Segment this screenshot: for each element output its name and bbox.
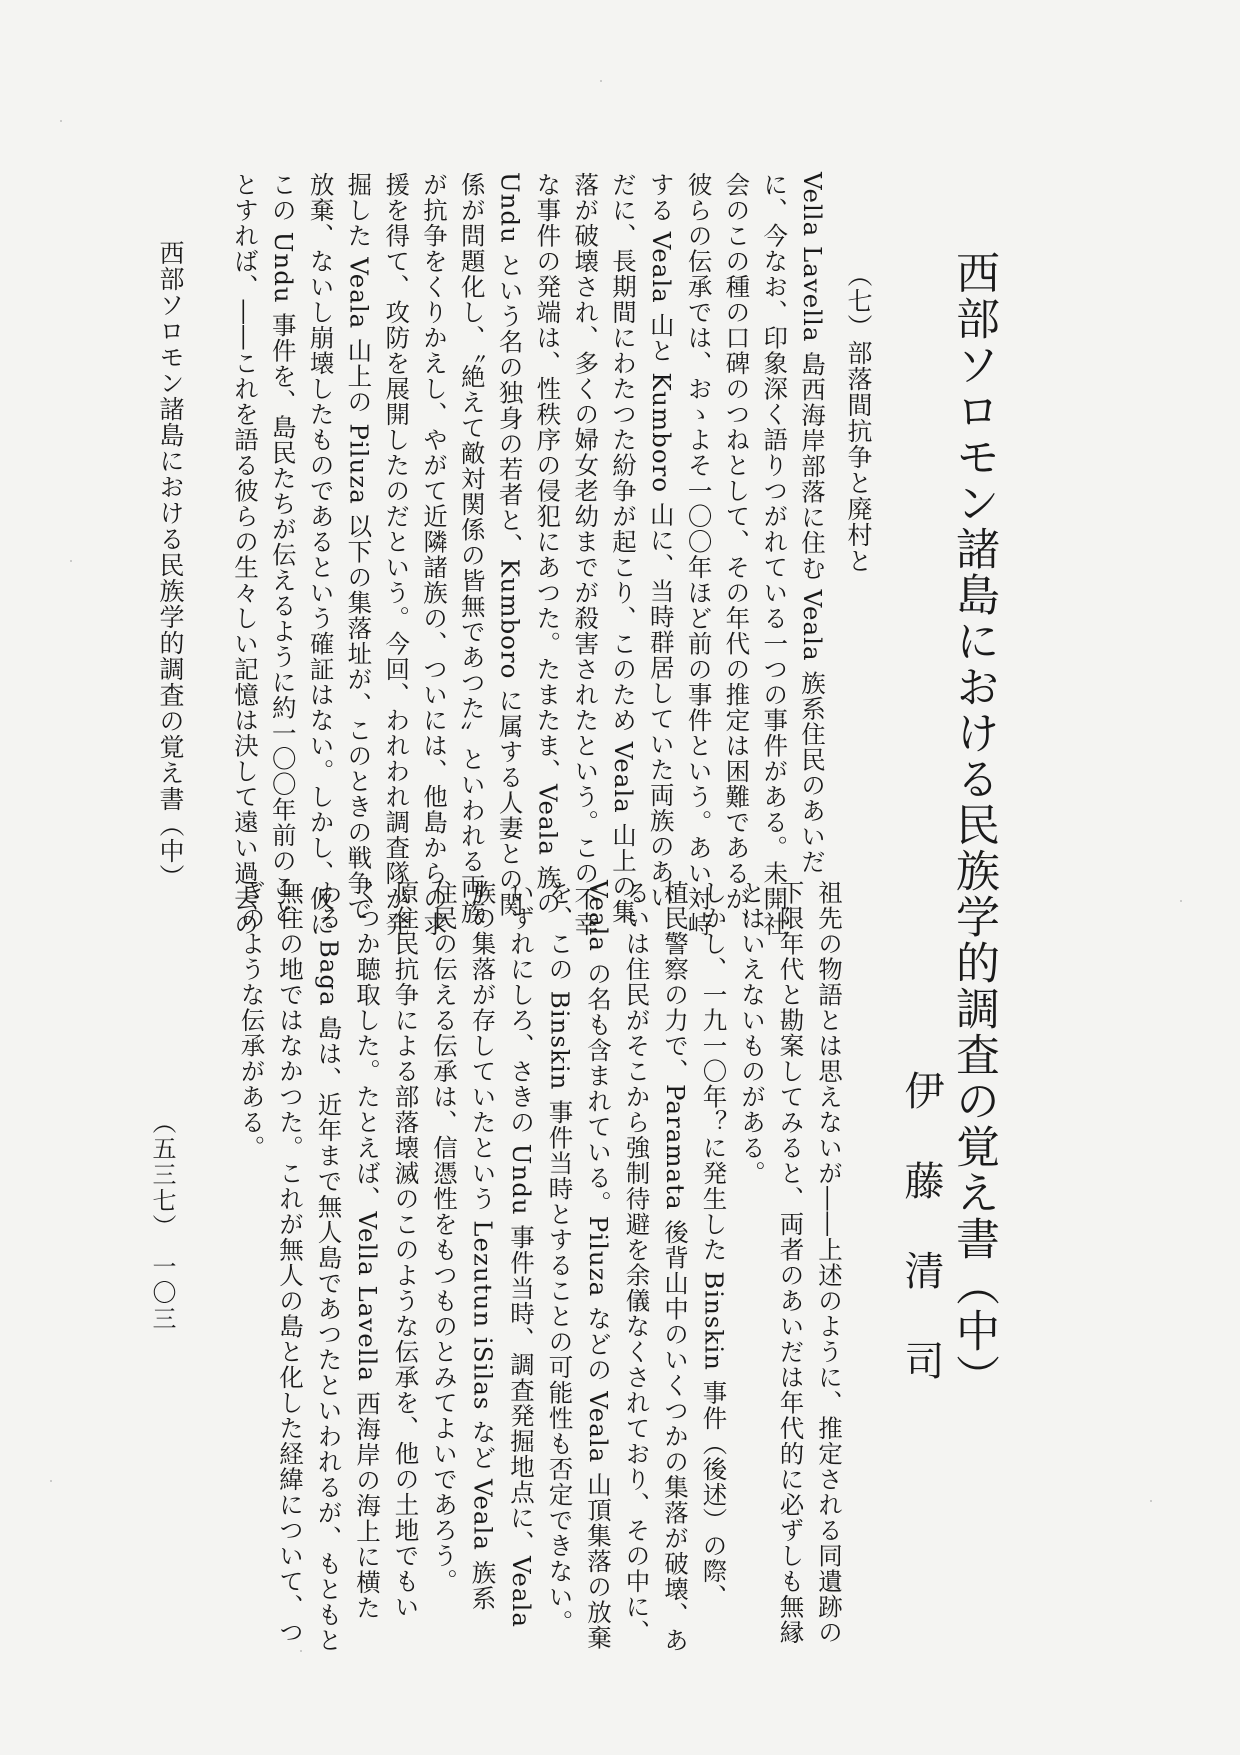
text-line: るいは住民がそこから強制待避を余儀なくされており、その中に、 — [622, 880, 652, 1645]
text-line: 会のこの種の口碑のつねとして、その年代の推定は困難であるが、 — [722, 172, 752, 937]
running-header: 西部ソロモン諸島における民族学的調査の覚え書（中） — [156, 240, 185, 890]
text-line: わる Baga 島は、近年まで無人島であつたといわれるが、もともと — [314, 880, 344, 1653]
text-line: 係が問題化し、〝絶えて敵対関係の皆無であつた〟といわれる両族 — [457, 172, 487, 925]
text-line: Undu という名の独身の若者と、Kumboro に属する人妻との関 — [495, 172, 525, 918]
scan-speck — [300, 1650, 302, 1652]
text-line: 放棄、ないし崩壊したものであるという確証はない。しかし、仮に — [306, 172, 336, 937]
text-line: に、今なお、印象深く語りつがれている一つの事件がある。未開社 — [760, 172, 790, 937]
article-title: 西部ソロモン諸島における民族学的調査の覚え書（中） — [948, 250, 999, 1400]
text-line: 住民の伝える伝承は、信憑性をもつものとみてよいであろう。 — [430, 880, 459, 1594]
text-line: を、この Binskin 事件当時とすることの可能性も否定できない。 — [545, 880, 575, 1635]
author-name: 伊藤清司 — [898, 1070, 944, 1430]
text-line: な事件の発端は、性秩序の侵犯にあつた。たまたま、Veala 族の — [533, 172, 563, 916]
text-line: とすれば、――これを語る彼らの生々しい記憶は決して遠い過去の — [231, 172, 260, 937]
scan-speck — [50, 1480, 52, 1482]
text-line: 掘した Veala 山上の Piluza 以下の集落址が、このときの戦争で — [344, 172, 374, 922]
scan-speck — [1180, 900, 1182, 902]
text-line: 族の集落が存していたという Lezutun iSilas など Veala 族系 — [468, 880, 498, 1611]
text-line: 援を得て、攻防を展開したのだという。今回、われわれ調査隊が発 — [382, 172, 412, 937]
text-line: が抗争をくりかえし、やがて近隣諸族の、ついには、他島からの求 — [420, 172, 449, 937]
text-line: 落が破壊され、多くの婦女老幼までが殺害されたという。この不幸 — [571, 172, 601, 937]
text-line: ぎのような伝承がある。 — [237, 880, 267, 1161]
text-line: Vella Lavella 島西海岸部落に住む Veala 族系住民のあいだ — [798, 172, 827, 875]
section-heading: （七）部落間抗争と廃村と — [844, 262, 873, 574]
text-line: この Undu 事件を、島民たちが伝えるように約一〇〇年前のこと — [268, 172, 298, 925]
text-line: いずれにしろ、さきの Undu 事件当時、調査発掘地点に、Veala — [507, 880, 536, 1628]
page-number: （五三七） 一〇三 — [148, 1110, 176, 1332]
text-line: だに、長期間にわたつた紛争が起こり、このため Veala 山上の集 — [609, 172, 638, 925]
text-line: 彼らの伝承では、おゝよそ一〇〇年ほど前の事件という。あい対峙 — [684, 172, 714, 937]
scan-speck — [1150, 1500, 1152, 1502]
text-line: 下限年代と勘案してみると、両者のあいだは年代的に必ずしも無縁 — [776, 880, 806, 1645]
text-line: 原住民抗争による部落壊滅のこのような伝承を、他の土地でもい — [391, 880, 421, 1620]
text-line: 植民警察の力で、Paramata 後背山中のいくつかの集落が破壊、あ — [661, 880, 690, 1653]
text-line: しかし、一九一〇年？に発生した Binskin 事件（後述）の際、 — [699, 880, 729, 1610]
text-line: くつか聴取した。たとえば、Vella Lavella 西海岸の海上に横た — [353, 880, 382, 1621]
scan-speck — [600, 80, 602, 82]
scan-speck — [70, 560, 72, 562]
text-line: 無住の地ではなかつた。これが無人の島と化した経緯について、つ — [276, 880, 305, 1645]
text-line: とはいえないものがある。 — [738, 880, 767, 1186]
text-line: Veala の名も含まれている。Piluza などの Veala 山頂集落の放棄 — [584, 880, 613, 1651]
text-line: 祖先の物語とは思えないが――上述のように、推定される同遺跡の — [815, 880, 844, 1645]
scan-speck — [60, 120, 62, 122]
text-line: する Veala 山と Kumboro 山に、当時群居していた両族のあい — [646, 172, 676, 910]
